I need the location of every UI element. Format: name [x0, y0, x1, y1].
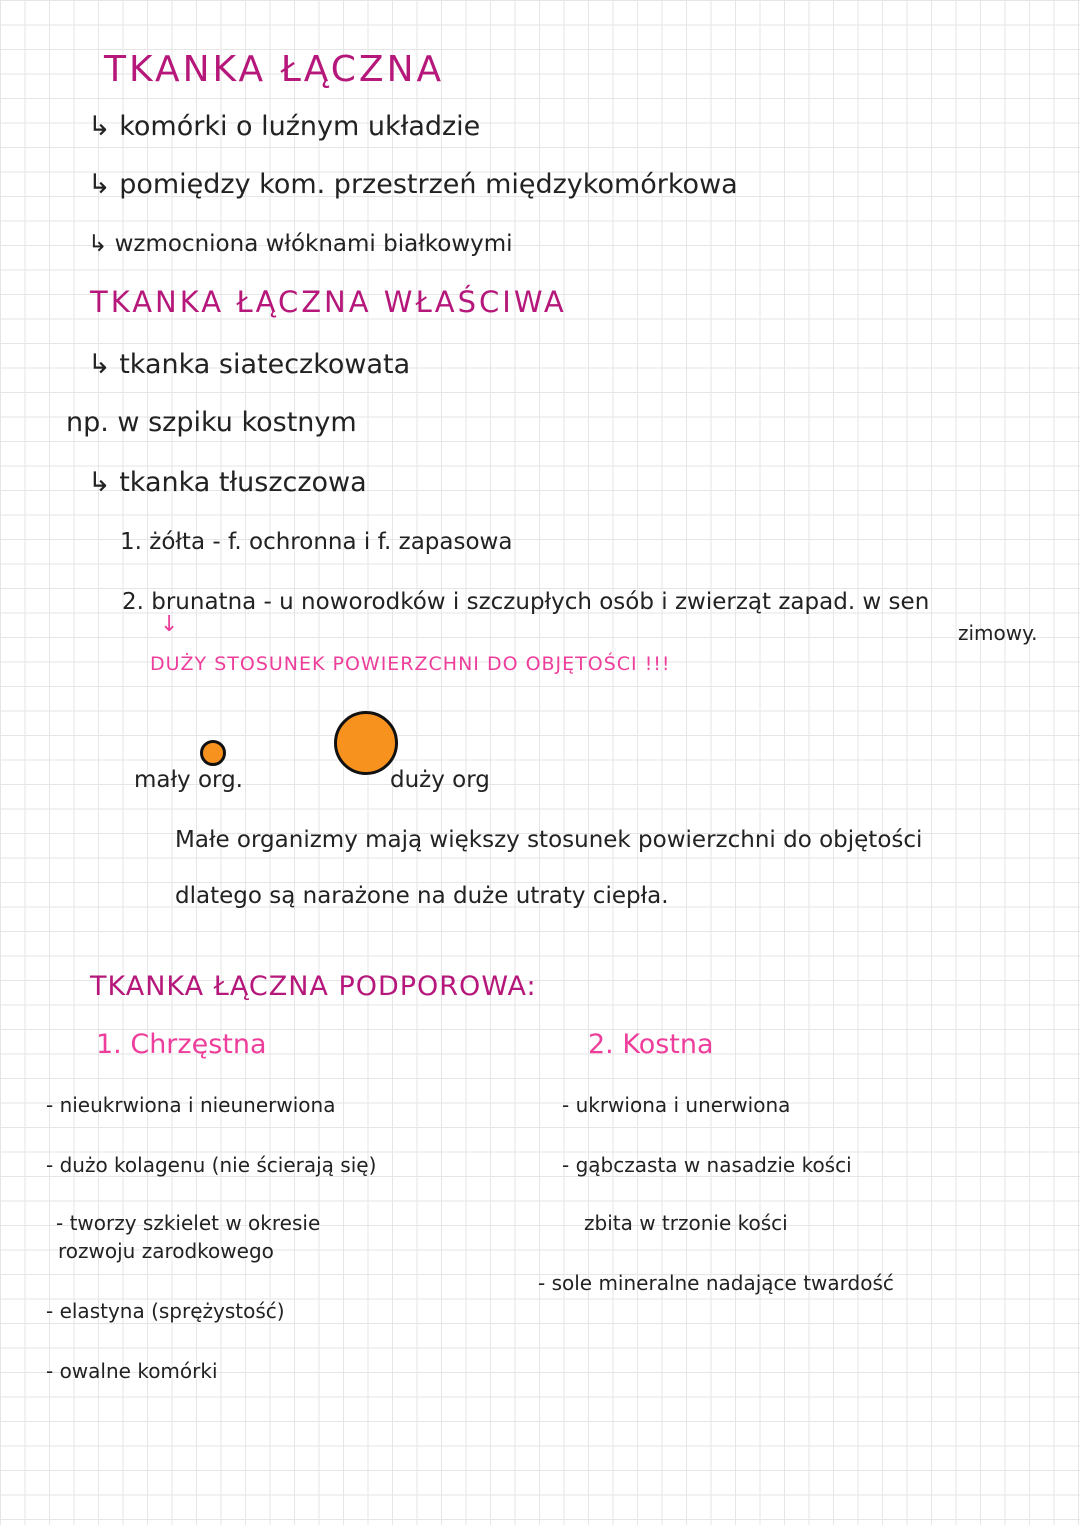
intro-line-2: ↳ pomiędzy kom. przestrzeń międzykomórkowa [88, 169, 738, 200]
bone-item-3: - sole mineralne nadające twardość [538, 1271, 894, 1295]
large-organism-label: duży org [390, 767, 490, 793]
bone-item-2: - gąbczasta w nasadzie kości [562, 1153, 852, 1177]
brown-fat-line-2: zimowy. [958, 621, 1038, 645]
yellow-fat-line: 1. żółta - f. ochronna i f. zapasowa [120, 529, 513, 555]
bone-item-1: - ukrwiona i unerwiona [562, 1093, 791, 1117]
reticular-line: ↳ tkanka siateczkowata [88, 349, 411, 380]
proper-heading: TKANKA ŁĄCZNA WŁAŚCIWA [90, 285, 567, 319]
intro-line-1: ↳ komórki o luźnym układzie [88, 111, 481, 142]
cartilage-item-2: - dużo kolagenu (nie ścierają się) [46, 1153, 377, 1177]
small-organism-circle [200, 740, 226, 766]
cartilage-item-4: - elastyna (sprężystość) [46, 1299, 285, 1323]
explanation-line-1: Małe organizmy mają większy stosunek powierzchni do objętości [175, 827, 923, 853]
example-line: np. w szpiku kostnym [66, 407, 357, 438]
bone-item-2b: zbita w trzonie kości [584, 1211, 788, 1235]
cartilage-item-3b: rozwoju zarodkowego [58, 1239, 274, 1263]
cartilage-item-5: - owalne komórki [46, 1359, 218, 1383]
brown-fat-line-1: 2. brunatna - u noworodków i szczupłych osób i zwierząt zapad. w sen [122, 589, 930, 615]
small-organism-label: mały org. [134, 767, 243, 793]
explanation-line-2: dlatego są narażone na duże utraty ciepła. [175, 883, 669, 909]
cartilage-title: 1. Chrzęstna [96, 1029, 267, 1060]
page-title: TKANKA ŁĄCZNA [104, 49, 445, 90]
down-arrow-icon: ↓ [160, 612, 179, 637]
cartilage-item-1: - nieukrwiona i nieunerwiona [46, 1093, 336, 1117]
cartilage-item-3: - tworzy szkielet w okresie [56, 1211, 321, 1235]
fat-line: ↳ tkanka tłuszczowa [88, 467, 367, 498]
supporting-heading: TKANKA ŁĄCZNA PODPOROWA: [90, 971, 537, 1002]
large-organism-circle [334, 711, 398, 775]
ratio-note: DUŻY STOSUNEK POWIERZCHNI DO OBJĘTOŚCI !!! [150, 653, 671, 675]
bone-title: 2. Kostna [588, 1029, 714, 1060]
intro-line-3: ↳ wzmocniona włóknami białkowymi [88, 231, 513, 257]
